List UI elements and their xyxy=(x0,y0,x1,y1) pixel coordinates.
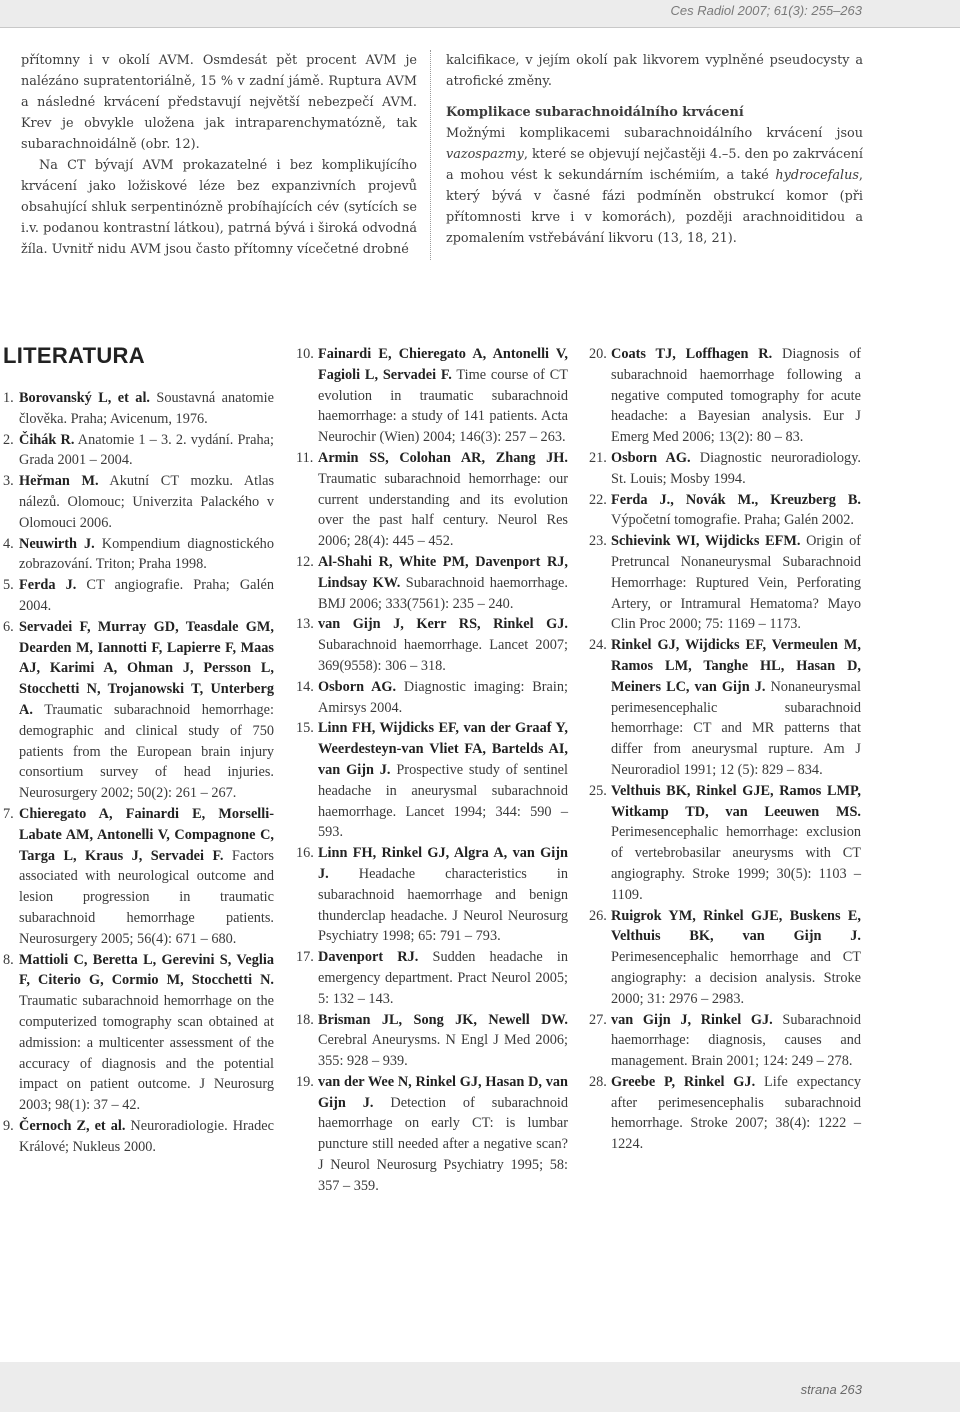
reference-number: 7. xyxy=(3,805,14,822)
reference-authors: Greebe P, Rinkel GJ. xyxy=(611,1073,756,1090)
reference-number: 22. xyxy=(589,491,607,508)
reference-number: 4. xyxy=(3,535,14,552)
reference-text: Nonaneurysmal perimesencephalic subarachnoid hemorrhage: CT and MR patterns that differ from aneurysmal rupture. Am J Neuroradiol 1991; 12 (5): 829 – 834. xyxy=(611,678,861,778)
body-paragraph: kalcifikace, v jejím okolí pak likvorem vyplněné pseudocysty a atrofické změny. xyxy=(446,53,863,89)
reference-number: 28. xyxy=(589,1073,607,1090)
reference-item xyxy=(296,947,568,1009)
reference-number: 3. xyxy=(3,473,14,490)
reference-authors: Neuwirth J. xyxy=(19,535,95,552)
reference-authors: Ruigrok YM, Rinkel GJE, Buskens E, Velthuis BK, van Gijn J. xyxy=(611,907,861,945)
reference-number: 10. xyxy=(296,346,314,362)
reference-item xyxy=(3,950,274,1116)
reference-item xyxy=(3,575,274,617)
reference-item xyxy=(589,490,861,532)
reference-text: Diagnosis of subarachnoid haemorrhage following a negative computed tomography for acute headache: a Bayesian analysis. Eur J Emerg Med 2006; 13(2): 80 – 83. xyxy=(611,346,862,446)
reference-authors: Chieregato A, Fainardi E, Morselli-Labate AM, Antonelli V, Compagnone C, Targa L, Kraus J, Servadei F. xyxy=(19,805,274,864)
reference-text: Diagnostic neuroradiology. St. Louis; Mosby 1994. xyxy=(611,449,861,487)
reference-text: Detection of subarachnoid haemorrhage on early CT: is lumbar puncture still needed after a negative scan? J Neurol Neurosurg Psychiatry 1995; 58: 357 – 359. xyxy=(318,1094,568,1194)
reference-item xyxy=(296,448,568,552)
column-divider xyxy=(430,50,431,260)
reference-authors: Heřman M. xyxy=(19,473,99,490)
reference-authors: Rinkel GJ, Wijdicks EF, Vermeulen M, Ramos LM, Tanghe HL, Hasan D, Meiners LC, van Gijn J. xyxy=(611,637,861,695)
reference-item xyxy=(3,1116,274,1158)
reference-number: 14. xyxy=(296,678,314,695)
reference-authors: Servadei F, Murray GD, Teasdale GM, Dearden M, Iannotti F, Lapierre F, Maas AJ, Karimi A, Ohman J, Persson L, Stocchetti N, Trojanowski T, Unterberg A. xyxy=(19,618,274,718)
paragraph-spacer xyxy=(446,92,863,102)
reference-authors: Ferda J. xyxy=(19,577,77,594)
reference-authors: Al-Shahi R, White PM, Davenport RJ, Lindsay KW. xyxy=(318,553,568,591)
reference-item xyxy=(296,843,568,947)
reference-text: Subarachnoid haemorrhage: diagnosis, causes and management. Brain 2001; 124: 249 – 278. xyxy=(611,1011,861,1070)
reference-authors: Armin SS, Colohan AR, Zhang JH. xyxy=(318,449,568,466)
reference-number: 17. xyxy=(296,949,314,966)
reference-number: 16. xyxy=(296,845,314,862)
reference-number: 19. xyxy=(296,1073,314,1090)
reference-number: 15. xyxy=(296,720,314,737)
reference-item xyxy=(3,534,274,576)
page-header xyxy=(0,0,960,28)
reference-item xyxy=(589,1072,861,1155)
reference-number: 13. xyxy=(296,616,314,633)
reference-authors: Borovanský L, et al. xyxy=(19,390,150,406)
reference-authors: Fainardi E, Chieregato A, Antonelli V, Fagioli L, Servadei F. xyxy=(318,346,568,383)
body-paragraph xyxy=(446,123,863,249)
reference-item xyxy=(296,677,568,719)
reference-text: Výpočetní tomografie. Praha; Galén 2002. xyxy=(611,512,854,529)
reference-item xyxy=(3,430,274,472)
reference-text: CT angiografie. Praha; Galén 2004. xyxy=(19,577,274,614)
reference-number: 12. xyxy=(296,553,314,570)
reference-item xyxy=(296,1072,568,1197)
reference-number: 20. xyxy=(589,346,607,362)
body-column-right xyxy=(446,50,863,249)
reference-list-col3 xyxy=(589,344,861,1155)
reference-text: Traumatic subarachnoid hemorrhage: demographic and clinical study of 750 patients from the European brain injury consortium survey of head injuries. Neurosurgery 2002; 50(2): 261 – 267. xyxy=(19,701,274,802)
reference-text: Life expectancy after perimesencephalis subarachnoid hemorrhage. Stroke 2007; 38(4): 1222 – 1224. xyxy=(611,1073,861,1153)
reference-item xyxy=(296,552,568,614)
reference-authors: van Gijn J, Rinkel GJ. xyxy=(611,1011,773,1028)
reference-text: Sudden headache in emergency department. Pract Neurol 2005; 5: 132 – 143. xyxy=(318,949,568,1007)
reference-list-col2 xyxy=(296,344,568,1197)
reference-authors: Linn FH, Wijdicks EF, van der Graaf Y, Weerdesteyn-van Vliet FA, Bartelds AI, van Gijn J. xyxy=(318,720,568,778)
reference-text: Traumatic subarachnoid hemorrhage on the computerized tomography scan obtained at admission: a multicenter assessment of the accuracy of diagnosis and the potential impact on patient outcome. J Neurosurg 2003; 98(1): 37 – 42. xyxy=(19,993,274,1114)
page-number: strana 263 xyxy=(800,1382,862,1397)
reference-number: 6. xyxy=(3,618,14,635)
reference-number: 24. xyxy=(589,637,607,654)
reference-item xyxy=(589,781,861,906)
reference-text: Cerebral Aneurysms. N Engl J Med 2006; 355: 928 – 939. xyxy=(318,1032,568,1070)
italic-term-vasospasm: vazospazmy xyxy=(446,147,524,162)
reference-authors: Mattioli C, Beretta L, Gerevini S, Veglia F, Citerio G, Cormio M, Stocchetti N. xyxy=(19,951,274,989)
reference-item xyxy=(3,471,274,533)
reference-text: Akutní CT mozku. Atlas nálezů. Olomouc; Univerzita Palackého v Olomouci 2006. xyxy=(19,473,275,531)
reference-item xyxy=(3,388,274,430)
reference-text: Prospective study of sentinel headache in aneurysmal subarachnoid haemorrhage. Lancet 1994; 344: 590 – 593. xyxy=(318,761,568,841)
body-text: Možnými komplikacemi subarachnoidálního krvácení jsou xyxy=(446,126,863,141)
reference-text: Traumatic subarachnoid hemorrhage: our current understanding and its evolution over the past half century. Neurol Res 2006; 28(4): 445 – 452. xyxy=(318,470,568,550)
reference-text: Origin of Pretruncal Nonaneurysmal Subarachnoid Hemorrhage: Ruptured Vein, Perforating Artery, or Intramural Hematoma? Mayo Clin Proc 2000; 75: 1169 – 1173. xyxy=(611,533,862,633)
reference-item xyxy=(589,635,861,781)
reference-item xyxy=(589,344,861,448)
reference-number: 21. xyxy=(589,449,607,466)
reference-list-col1 xyxy=(3,388,274,1157)
reference-text: Headache characteristics in subarachnoid haemorrhage and benign thunderclap headache. J Neurol Neurosurg Psychiatry 1998; 65: 791 – 793. xyxy=(318,865,568,945)
reference-number: 23. xyxy=(589,533,607,550)
reference-item xyxy=(296,344,568,448)
reference-item xyxy=(589,531,861,635)
reference-text: Kompendium diagnostického zobrazování. Triton; Praha 1998. xyxy=(19,535,274,573)
reference-item xyxy=(589,448,861,490)
reference-authors: Velthuis BK, Rinkel GJE, Ramos LMP, Witkamp TD, van Leeuwen MS. xyxy=(611,782,861,820)
reference-number: 5. xyxy=(3,577,14,594)
reference-item xyxy=(3,804,274,950)
reference-authors: Brisman JL, Song JK, Newell DW. xyxy=(318,1011,568,1028)
reference-number: 27. xyxy=(589,1011,607,1028)
reference-number: 25. xyxy=(589,782,607,799)
reference-authors: Osborn AG. xyxy=(611,449,691,466)
page-footer xyxy=(0,1362,960,1412)
literature-heading: LITERATURA xyxy=(3,343,145,368)
body-column-left xyxy=(21,50,417,260)
reference-text: Subarachnoid haemorrhage. BMJ 2006; 333(7561): 235 – 240. xyxy=(318,574,568,612)
reference-authors: van der Wee N, Rinkel GJ, Hasan D, van Gijn J. xyxy=(318,1073,568,1111)
reference-item xyxy=(3,617,274,804)
italic-term-hydrocephalus: hydrocefalus xyxy=(775,168,859,183)
reference-authors: Schievink WI, Wijdicks EFM. xyxy=(611,533,801,550)
reference-text: Diagnostic imaging: Brain; Amirsys 2004. xyxy=(318,678,568,716)
reference-authors: Coats TJ, Loffhagen R. xyxy=(611,346,773,362)
reference-authors: Čihák R. xyxy=(19,431,75,448)
reference-item xyxy=(296,614,568,676)
reference-text: Perimesencephalic hemorrhage and CT angiography: a decision analysis. Stroke 2000; 31: 2976 – 2983. xyxy=(611,949,861,1007)
reference-authors: Linn FH, Rinkel GJ, Algra A, van Gijn J. xyxy=(318,845,568,882)
reference-authors: Osborn AG. xyxy=(318,678,397,695)
body-text: , který bývá v časné fázi podmíněn obstrukcí komor (při přítomnosti krve i v komorách), později arachnoiditidou a zpomalením vstřebávání likvoru (13, 18, 21). xyxy=(446,168,863,246)
reference-number: 11. xyxy=(296,449,314,466)
body-paragraph: Na CT bývají AVM prokazatelné i bez komplikujícího krvácení jako ložiskové léze bez expanzivních projevů obsahující shluk serpentinózně probíhajících cév (sytících se i.v. podanou kontrastní látkou), patrná bývá i široká odvodná žíla. Uvnitř nidu AVM jsou často přítomny vícečetné drobné xyxy=(21,158,417,257)
reference-number: 8. xyxy=(3,951,14,968)
reference-item xyxy=(589,906,861,1010)
reference-text: Perimesencephalic hemorrhage: exclusion of vertebrobasilar aneurysms with CT angiography. Stroke 1999; 30(5): 1103 – 1109. xyxy=(611,824,861,903)
reference-text: Neuroradiologie. Hradec Králové; Nukleus 2000. xyxy=(19,1117,274,1155)
journal-reference: Ces Radiol 2007; 61(3): 255–263 xyxy=(670,3,862,18)
body-text: , které se objevují nejčastěji 4.–5. den po zakrvácení a mohou vést k sekundárním ischémiím, a také xyxy=(446,147,863,183)
reference-authors: van Gijn J, Kerr RS, Rinkel GJ. xyxy=(318,616,568,633)
reference-item xyxy=(296,1010,568,1072)
reference-number: 9. xyxy=(3,1117,14,1134)
reference-number: 26. xyxy=(589,907,607,924)
body-paragraph: přítomny i v okolí AVM. Osmdesát pět procent AVM je nalézáno supratentoriálně, 15 % v zadní jámě. Ruptura AVM a následné krvácení představují největší nebezpečí AVM. Krev je obvykle uložena jak intraparenchymatózně, tak subarachnoidálně (obr. 12). xyxy=(21,53,417,152)
reference-number: 2. xyxy=(3,431,14,448)
section-subheading: Komplikace subarachnoidálního krvácení xyxy=(446,105,744,120)
reference-authors: Černoch Z, et al. xyxy=(19,1117,126,1134)
reference-text: Subarachnoid haemorrhage. Lancet 2007; 369(9558): 306 – 318. xyxy=(318,637,568,674)
reference-number: 18. xyxy=(296,1011,314,1028)
reference-text: Factors associated with neurological outcome and lesion progression in traumatic subarachnoid hemorrhage patients. Neurosurgery 2005; 56(4): 671 – 680. xyxy=(19,847,274,947)
reference-text: Anatomie 1 – 3. 2. vydání. Praha; Grada 2001 – 2004. xyxy=(19,431,274,469)
reference-text: Time course of CT evolution in traumatic subarachnoid haemorrhage: a study of 141 patients. Acta Neurochir (Wien) 2004; 146(3): 257 – 263. xyxy=(318,366,568,446)
reference-number: 1. xyxy=(3,390,14,406)
reference-item xyxy=(589,1010,861,1072)
reference-text: Soustavná anatomie člověka. Praha; Avicenum, 1976. xyxy=(19,390,275,427)
reference-authors: Davenport RJ. xyxy=(318,949,419,966)
reference-item xyxy=(296,718,568,843)
reference-authors: Ferda J., Novák M., Kreuzberg B. xyxy=(611,491,861,508)
